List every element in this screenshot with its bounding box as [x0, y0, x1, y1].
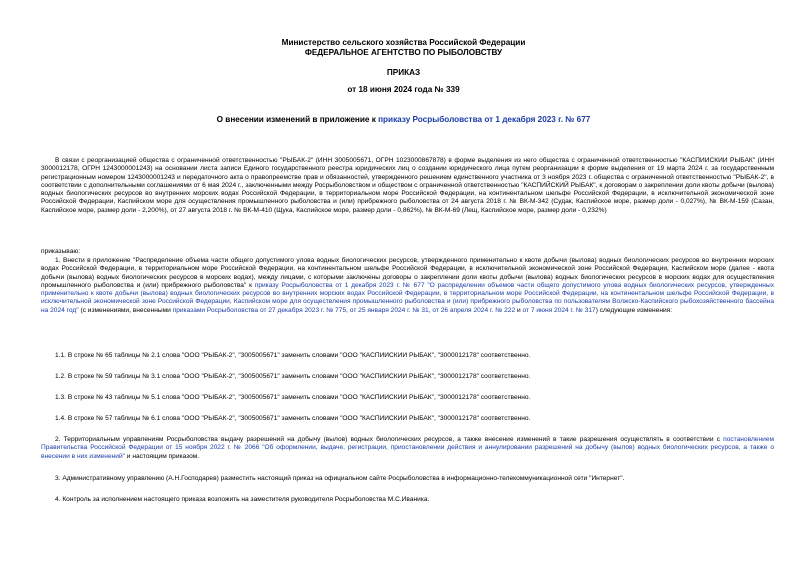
subitem-1-1: 1.1. В строке № 65 таблицы № 2.1 слова "ООО "РЫБАК-2", "3005005671" заменить словами "ООО "КАСПИЙСКИЙ РЫБАК", "3000012178" соответственно.: [55, 352, 531, 359]
subitem-1-2: 1.2. В строке № 59 таблицы № 3.1 слова "ООО "РЫБАК-2", "3005005671" заменить словами "ООО "КАСПИЙСКИЙ РЫБАК", "3000012178" соответственно.: [55, 373, 531, 380]
item-1-amendment-june-link[interactable]: от 7 июня 2024 г. № 317: [522, 306, 596, 314]
item-1-amendments-link[interactable]: приказами Росрыболовства от 27 декабря 2023 г. № 775, от 25 января 2024 г. № 31, от 26 апреля 2024 г. № 222: [172, 306, 516, 314]
item-1-paragraph: [41, 257, 774, 341]
subitem-1-4: 1.4. В строке № 57 таблицы № 6.1 слова "ООО "РЫБАК-2", "3005005671" заменить словами "ООО "КАСПИЙСКИЙ РЫБАК", "3000012178" соответственно.: [55, 415, 531, 422]
item-1-text-b: (с изменениями, внесенными: [78, 306, 173, 314]
item-1-order-link[interactable]: приказу Росрыболовства от 1 декабря 2023 г. № 677 "О распределении объемов части общего допустимого улова водных биологических ресурсов, утвержденных применительно к квоте добычи (вылова) водных биологических ресурсов во внутренних морских водах Российской Федерации, в территориальном море Российской Федерации, на континентальном шельфе Российской Федерации, в исключительной экономической зоне Российской Федерации, Каспийском море для осуществления промышленного рыболовства и (или) прибрежного рыболовства по пользователям Волжско-Каспийского рыбохозяйственного бассейна на 2024 год": [41, 281, 774, 314]
document-title: [0, 116, 807, 124]
title-order-link[interactable]: приказу Росрыболовства от 1 декабря 2023 г. № 677: [378, 115, 591, 124]
item-2-paragraph: [41, 436, 774, 462]
item-3-paragraph: 3. Административному управлению (А.Н.Господарев) разместить настоящий приказ на официальном сайте Росрыболовства в информационно-телекоммуникационной сети "Интернет".: [55, 475, 625, 482]
item-1-text-a: 1. Внести в приложение "Распределение объема части общего допустимого улова водных биологических ресурсов, утвержденного применительно к квоте добычи (вылова) водных биологических ресурсов во внутренних морских водах Российской Федерации, в территориальном море Российской Федерации, на континентальном шельфе Российской Федерации, в исключительной экономической зоне Российской Федерации, Каспийском море (далее - квота добычи (вылова) водных биологических ресурсов в морских водах), между лицами, с которыми заключены договоры о закреплении доли квоты добычи (вылова) водных биологических ресурсов в морских водах для осуществления промышленного рыболовства и (или) прибрежного рыболовства" к: [41, 257, 774, 289]
document-type: ПРИКАЗ: [386, 68, 421, 77]
item-1-text-d: ) следующие изменения:: [595, 306, 673, 314]
agency-name: ФЕДЕРАЛЬНОЕ АГЕНТСТВО ПО РЫБОЛОВСТВУ: [304, 48, 503, 57]
item-2-text-b: и настоящим приказом.: [124, 452, 200, 460]
document-date-number: от 18 июня 2024 года № 339: [347, 85, 460, 94]
subitem-1-3: 1.3. В строке № 43 таблицы № 5.1 слова "ООО "РЫБАК-2", "3005005671" заменить словами "ООО "КАСПИЙСКИЙ РЫБАК", "3000012178" соответственно.: [55, 394, 531, 401]
title-prefix: О внесении изменений в приложение к: [216, 115, 379, 124]
item-1-text-c: и: [515, 306, 523, 314]
item-4-paragraph: 4. Контроль за исполнением настоящего приказа возложить на заместителя руководителя Росрыболовства М.С.Иваника.: [55, 496, 430, 503]
order-word: приказываю:: [41, 248, 81, 255]
item-2-text-a: 2. Территориальным управлениям Росрыболовства выдачу разрешений на добычу (вылов) водных биологических ресурсов, а также внесение изменений в такие разрешения осуществлять в соответствии с: [55, 436, 724, 443]
preamble-paragraph: В связи с реорганизацией общества с ограниченной ответственностью "РЫБАК-2" (ИНН 3005005671, ОГРН 1023000867878) в форме выделения из него общества с ограниченной ответственностью "КАСПИЙСКИЙ РЫБАК" (ИНН 3000012178, ОГРН 1243000001243) на основании листа записи Единого государственного реестра юридических лиц о создании юридического лица путем реорганизации в форме выделения от 19 марта 2024 г. за государственным регистрационным номером 1243000001243 и передаточного акта о правопреемстве прав и обязанностей, утвержденного решением единственного участника от 3 ноября 2023 г. общества с ограниченной ответственностью "РЫБАК-2", в соответствии с дополнительными соглашениями от 6 мая 2024 г., заключенными между Росрыболовством и обществом с ограниченной ответственностью "КАСПИЙСКИЙ РЫБАК", к договорам о закреплении доли квоты добычи (вылова) водных биологических ресурсов во внутренних морских водах Российской Федерации, в территориальном море Российской Федерации, на континентальном шельфе Российской Федерации, в исключительной экономической зоне Российской Федерации, Каспийском море для осуществления промышленного рыболовства и (или) прибрежного рыболовства от 24 августа 2018 г. № ВК-М-342 (Судак, Каспийское море, размер доли - 0,027%), № ВК-М-159 (Сазан, Каспийское море, размер доли - 2,200%), от 27 августа 2018 г. № ВК-М-410 (Щука, Каспийское море, размер доли - 0,862%), № ВК-М-69 (Лещ, Каспийское море, размер доли - 0,232%): [41, 157, 774, 214]
item-2-government-decree-link[interactable]: постановлением Правительства Российской Федерации от 15 ноября 2022 г. № 2066 "Об оформлении, выдаче, регистрации, приостановлении действия и аннулировании разрешений на добычу (вылов) водных биологических ресурсов, а также о внесении в них изменений": [41, 436, 774, 460]
ministry-name: Министерство сельского хозяйства Российской Федерации: [281, 38, 526, 47]
